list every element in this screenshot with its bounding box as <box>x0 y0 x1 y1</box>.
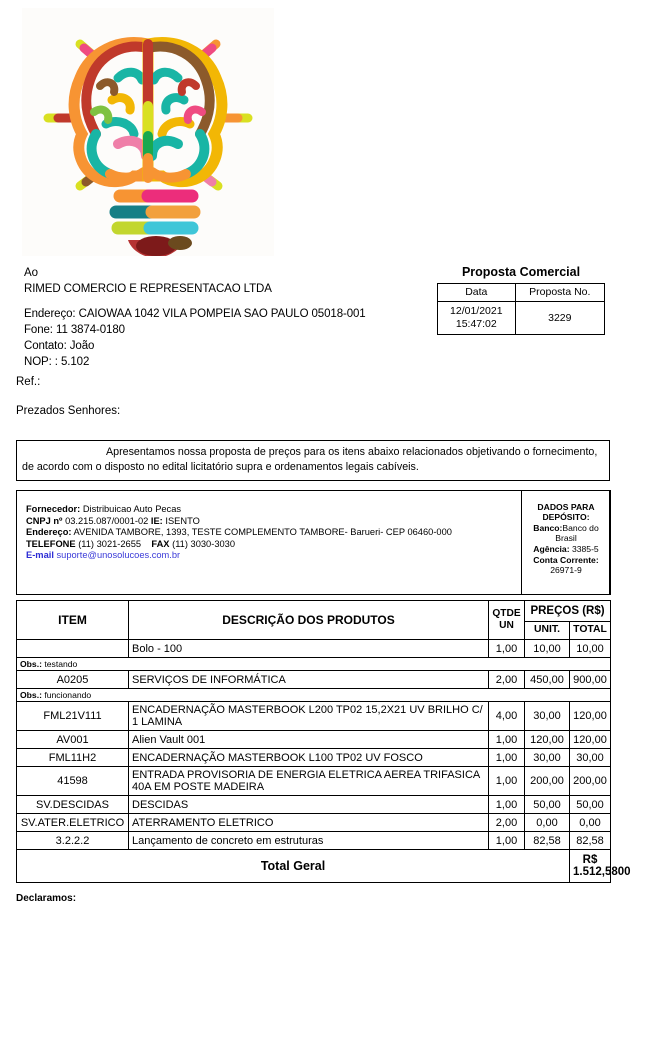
cell-total-price: 200,00 <box>570 767 611 796</box>
ref-line: Ref.: <box>16 376 41 388</box>
table-row <box>17 814 611 832</box>
cell-description: ENCADERNAÇÃO MASTERBOOK L200 TP02 15,2X21 UV BRILHO C/ 1 LAMINA <box>129 702 489 731</box>
cell-item: A0205 <box>17 671 129 689</box>
cell-qtde: 1,00 <box>489 832 525 850</box>
obs-label: Obs.: <box>20 690 42 700</box>
items-table-head <box>17 601 611 640</box>
table-row <box>17 640 611 658</box>
cell-total-price: 120,00 <box>570 731 611 749</box>
cell-unit-price: 10,00 <box>525 640 570 658</box>
deposit-agencia-label: Agência: <box>533 543 570 554</box>
proposal-table-value-row <box>438 302 605 335</box>
table-row <box>17 796 611 814</box>
header-description: DESCRIÇÃO DOS PRODUTOS <box>129 601 489 640</box>
table-row <box>17 731 611 749</box>
cell-total-price: 120,00 <box>570 702 611 731</box>
deposit-banco-label: Banco: <box>533 522 563 533</box>
supplier-box <box>16 490 610 595</box>
cell-item: FML21V111 <box>17 702 129 731</box>
items-table-foot <box>17 850 631 883</box>
total-row <box>17 850 611 883</box>
cell-description: Lançamento de concreto em estruturas <box>129 832 489 850</box>
cell-description: Bolo - 100 <box>129 640 489 658</box>
total-currency: R$ <box>582 854 598 866</box>
deposit-info-box <box>521 490 611 595</box>
cell-item: SV.DESCIDAS <box>17 796 129 814</box>
supplier-email-value[interactable]: suporte@unosolucoes.com.br <box>56 550 181 561</box>
company-logo <box>22 8 274 256</box>
recipient-contact: Contato: João <box>24 340 95 352</box>
recipient-block <box>24 265 424 370</box>
cell-unit-price: 450,00 <box>525 671 570 689</box>
cell-qtde: 1,00 <box>489 731 525 749</box>
cell-description: Alien Vault 001 <box>129 731 489 749</box>
header-item: ITEM <box>17 601 129 640</box>
total-value-cell <box>570 850 631 883</box>
proposal-time-value: 15:47:02 <box>455 318 497 330</box>
items-header-row-1 <box>17 601 611 622</box>
deposit-conta-label: Conta Corrente: <box>533 554 599 565</box>
supplier-email-row <box>26 550 506 562</box>
cell-qtde: 1,00 <box>489 749 525 767</box>
deposit-title-line2: DEPÓSITO: <box>542 512 590 523</box>
deposit-title-line1: DADOS PARA <box>537 501 595 512</box>
obs-label: Obs.: <box>20 659 42 669</box>
cell-total-price: 0,00 <box>570 814 611 832</box>
recipient-nop: NOP: : 5.102 <box>24 356 90 368</box>
table-row <box>17 702 611 731</box>
obs-row <box>17 689 611 702</box>
supplier-telefone-row <box>26 539 506 551</box>
supplier-endereco-label: Endereço: <box>26 527 72 538</box>
supplier-telefone-value: (11) 3021-2655 <box>78 538 142 549</box>
declaramos-label: Declaramos: <box>16 893 77 904</box>
cell-item: 3.2.2.2 <box>17 832 129 850</box>
cell-description: ENCADERNAÇÃO MASTERBOOK L100 TP02 UV FOSCO <box>129 749 489 767</box>
supplier-fornecedor-row <box>26 504 506 516</box>
supplier-ie-label: IE: <box>150 515 163 526</box>
cell-item: 41598 <box>17 767 129 796</box>
cell-description: ATERRAMENTO ELETRICO <box>129 814 489 832</box>
items-table-body <box>17 640 611 850</box>
cell-description: SERVIÇOS DE INFORMÁTICA <box>129 671 489 689</box>
statement-box <box>16 440 610 481</box>
cell-qtde: 2,00 <box>489 671 525 689</box>
proposal-title: Proposta Comercial <box>461 265 581 279</box>
supplier-cnpj-row <box>26 516 506 528</box>
cell-item <box>17 640 129 658</box>
cell-unit-price: 30,00 <box>525 749 570 767</box>
supplier-endereco-value: AVENIDA TAMBORE, 1393, TESTE COMPLEMENTO TAMBORE- Barueri- CEP 06460-000 <box>73 527 452 538</box>
header-un: UN <box>499 620 514 631</box>
cell-description: ENTRADA PROVISORIA DE ENERGIA ELETRICA AEREA TRIFASICA 40A EM POSTE MADEIRA <box>129 767 489 796</box>
recipient-phone: Fone: 11 3874-0180 <box>24 324 125 336</box>
proposal-table-header-row <box>438 284 605 302</box>
greeting-line: Prezados Senhores: <box>16 405 121 417</box>
items-table <box>16 600 631 883</box>
table-row <box>17 749 611 767</box>
supplier-fax-label: FAX <box>151 538 170 549</box>
proposal-info-table <box>437 283 605 335</box>
cell-unit-price: 82,58 <box>525 832 570 850</box>
proposal-number-value: 3229 <box>515 302 604 335</box>
cell-qtde: 2,00 <box>489 814 525 832</box>
supplier-fornecedor-label: Fornecedor: <box>26 504 81 514</box>
supplier-cnpj-label: CNPJ nº <box>26 515 63 526</box>
brain-lightbulb-icon <box>22 8 274 256</box>
recipient-address: Endereço: CAIOWAA 1042 VILA POMPEIA SAO PAULO 05018-001 <box>24 308 366 320</box>
cell-description: DESCIDAS <box>129 796 489 814</box>
cell-item: FML11H2 <box>17 749 129 767</box>
header-qtde: QTDE <box>492 608 521 619</box>
statement-text: Apresentamos nossa proposta de preços para os itens abaixo relacionados objetivando o fornecimento, de acordo com o disposto no edital licitatório supra e ordenamentos legais cabíveis. <box>22 446 598 473</box>
supplier-email-label: E-mail <box>26 550 54 561</box>
total-label: Total Geral <box>17 850 570 883</box>
obs-row <box>17 658 611 671</box>
supplier-cnpj-value: 03.215.087/0001-02 <box>65 515 149 526</box>
header-precos: PREÇOS (R$) <box>525 601 611 622</box>
cell-qtde: 1,00 <box>489 640 525 658</box>
cell-unit-price: 120,00 <box>525 731 570 749</box>
supplier-fax-value: (11) 3030-3030 <box>172 538 235 549</box>
recipient-company: RIMED COMERCIO E REPRESENTACAO LTDA <box>24 283 272 295</box>
proposal-col-date: Data <box>438 284 516 302</box>
cell-item: AV001 <box>17 731 129 749</box>
table-row <box>17 767 611 796</box>
supplier-fornecedor-value: Distribuicao Auto Pecas <box>82 504 182 514</box>
header-total: TOTAL <box>570 621 611 639</box>
supplier-telefone-label: TELEFONE <box>26 538 76 549</box>
cell-unit-price: 0,00 <box>525 814 570 832</box>
cell-total-price: 10,00 <box>570 640 611 658</box>
deposit-agencia-value: 3385-5 <box>571 543 599 554</box>
cell-qtde: 1,00 <box>489 767 525 796</box>
header-qtde-un <box>489 601 525 640</box>
proposal-datetime-cell <box>438 302 516 335</box>
total-amount: 1.512,5800 <box>573 866 631 878</box>
supplier-endereco-row <box>26 527 506 539</box>
cell-total-price: 50,00 <box>570 796 611 814</box>
cell-total-price: 82,58 <box>570 832 611 850</box>
cell-total-price: 900,00 <box>570 671 611 689</box>
recipient-salutation: Ao <box>24 267 38 279</box>
cell-total-price: 30,00 <box>570 749 611 767</box>
cell-item: SV.ATER.ELETRICO <box>17 814 129 832</box>
obs-cell: Obs.: funcionando <box>17 689 611 702</box>
proposal-col-number: Proposta No. <box>515 284 604 302</box>
obs-cell: Obs.: testando <box>17 658 611 671</box>
proposal-date-value: 12/01/2021 <box>450 305 503 317</box>
cell-unit-price: 50,00 <box>525 796 570 814</box>
spacer <box>24 297 424 306</box>
supplier-ie-value: ISENTO <box>165 515 200 526</box>
table-row <box>17 832 611 850</box>
cell-unit-price: 200,00 <box>525 767 570 796</box>
supplier-info <box>26 504 506 562</box>
cell-qtde: 4,00 <box>489 702 525 731</box>
cell-unit-price: 30,00 <box>525 702 570 731</box>
deposit-conta-value: 26971-9 <box>550 565 582 576</box>
header-unit: UNIT. <box>525 621 570 639</box>
proposal-header <box>437 265 605 335</box>
cell-qtde: 1,00 <box>489 796 525 814</box>
deposit-banco-value: Banco do Brasil <box>555 522 599 544</box>
table-row <box>17 671 611 689</box>
